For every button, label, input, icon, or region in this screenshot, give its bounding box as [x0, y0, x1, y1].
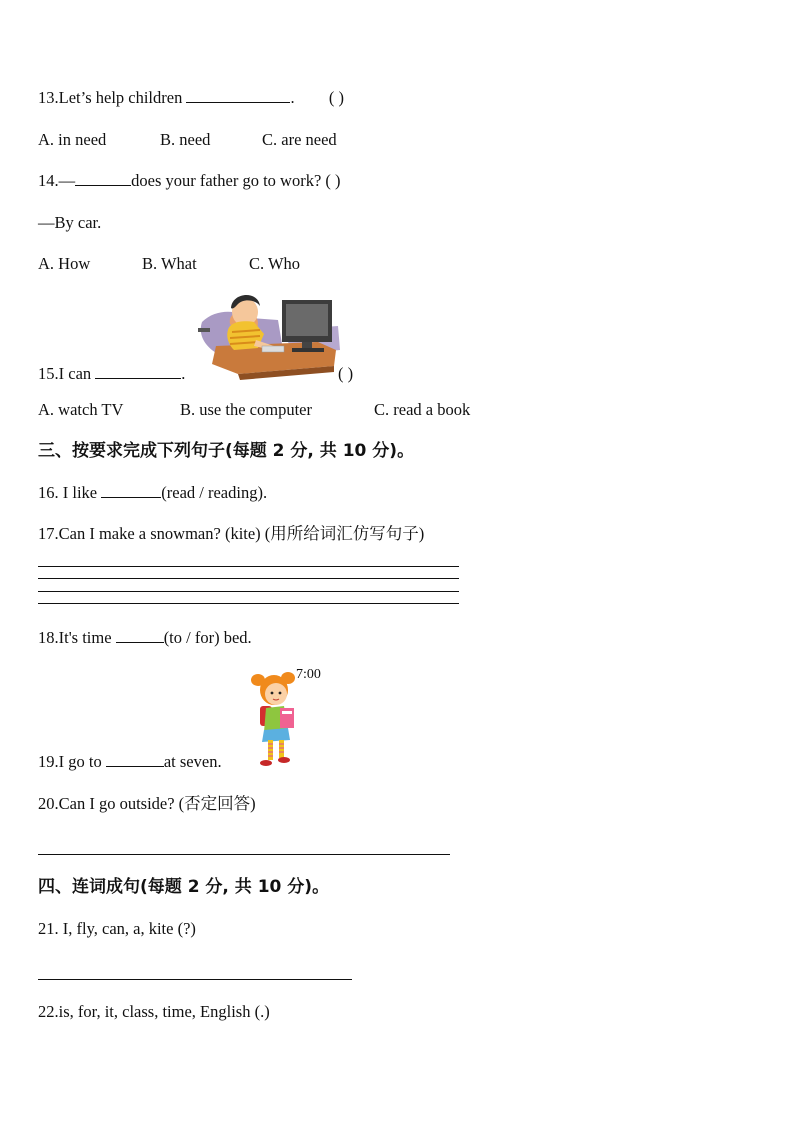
question-13 [38, 88, 344, 108]
section-4-title: 四、连词成句(每题 2 分, 共 10 分)。 [38, 877, 330, 897]
option-b: B. What [142, 254, 197, 273]
answer-paren: ( ) [328, 88, 344, 107]
question-18 [38, 628, 252, 648]
question-14-answer: —By car. [38, 213, 102, 232]
question-17: 17.Can I make a snowman? (kite) (用所给词汇仿写句子) [38, 524, 425, 543]
question-13-text: 13.Let’s help children [38, 88, 183, 107]
question-15-text: 15.I can [38, 364, 92, 383]
option-a: A. watch TV [38, 400, 124, 419]
question-16 [38, 483, 267, 503]
answer-blank[interactable] [95, 364, 181, 379]
answer-line[interactable] [38, 578, 459, 579]
option-a: A. How [38, 254, 91, 273]
question-15 [38, 364, 185, 384]
option-b: B. use the computer [180, 400, 312, 419]
question-19-post: at seven. [163, 752, 222, 771]
option-b: B. need [160, 130, 211, 149]
question-13-end: . [290, 88, 295, 107]
question-18-post: (to / for) bed. [163, 628, 252, 647]
question-14-pre: 14.— [38, 171, 76, 190]
option-c: C. read a book [374, 400, 471, 419]
answer-paren: ( ) [338, 364, 354, 383]
boy-using-computer-illustration [198, 284, 344, 380]
answer-line[interactable] [38, 854, 450, 855]
answer-line[interactable] [38, 566, 459, 567]
answer-blank[interactable] [116, 628, 164, 643]
question-19 [38, 752, 222, 772]
question-16-post: (read / reading). [161, 483, 268, 502]
option-a: A. in need [38, 130, 107, 149]
question-14 [38, 171, 341, 191]
question-20: 20.Can I go outside? (否定回答) [38, 794, 256, 813]
answer-blank[interactable] [186, 88, 290, 103]
girl-carrying-book-illustration [250, 668, 302, 768]
clock-time: 7:00 [296, 667, 321, 682]
question-22: 22.is, for, it, class, time, English (.) [38, 1002, 270, 1021]
question-18-pre: 18.It's time [38, 628, 112, 647]
question-16-pre: 16. I like [38, 483, 98, 502]
answer-blank[interactable] [75, 171, 131, 186]
question-15-end: . [181, 364, 186, 383]
answer-line[interactable] [38, 979, 352, 980]
answer-blank[interactable] [101, 483, 161, 498]
answer-line[interactable] [38, 603, 459, 604]
answer-blank[interactable] [106, 752, 164, 767]
option-c: C. are need [262, 130, 337, 149]
question-19-pre: 19.I go to [38, 752, 102, 771]
option-c: C. Who [249, 254, 301, 273]
question-14-post: does your father go to work? ( ) [131, 171, 341, 190]
question-21: 21. I, fly, can, a, kite (?) [38, 919, 196, 938]
section-3-title: 三、按要求完成下列句子(每题 2 分, 共 10 分)。 [38, 441, 415, 461]
answer-line[interactable] [38, 591, 459, 592]
